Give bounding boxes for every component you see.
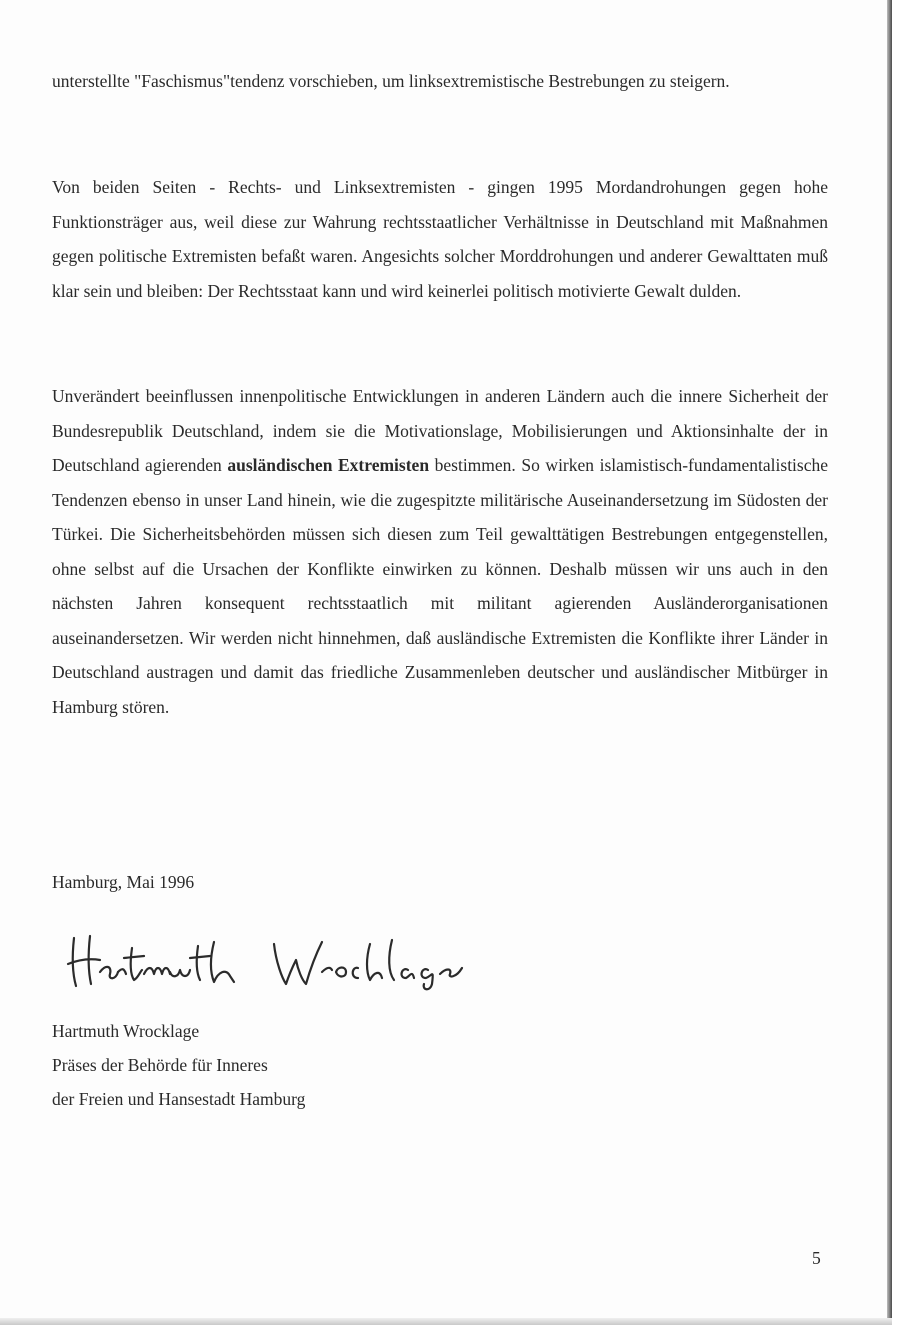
paragraph-threats: Von beiden Seiten - Rechts- und Linksextremisten - gingen 1995 Mordandrohungen gegen hohe Funktionsträger aus, weil diese zur Wahrung rechtsstaatlicher Verhältnisse in Deutschland mit Maßnahmen gegen politische Extremisten befaßt waren. Angesichts solcher Morddrohungen und anderer Gewalttaten muß klar sein und bleiben: Der Rechtsstaat kann und wird keinerlei politisch motivierte Gewalt dulden. <box>52 177 828 301</box>
page-number: 5 <box>812 1248 821 1268</box>
signatory-name: Hartmuth Wrocklage <box>52 1021 200 1041</box>
handwritten-signature <box>60 928 480 999</box>
paragraph-text-after: bestimmen. So wirken islamistisch-fundamentalistische Tendenzen ebenso in unser Land hinein, wie die zugespitzte militärische Auseinandersetzung im Südosten der Türkei. Die Sicherheitsbehörden müssen sich diesen zum Teil gewalttätigen Bestrebungen entgegenstellen, ohne selbst auf die Ursachen der Konflikte einwirken zu können. Deshalb müssen wir uns auch in den nächsten Jahren konsequent rechtsstaatlich mit militant agierenden Ausländerorganisationen auseinandersetzen. Wir werden nicht hinnehmen, daß ausländische Extremisten die Konflikte ihrer Länder in Deutschland austragen und damit das friedliche Zusammenleben deutscher und ausländischer Mitbürger in Hamburg stören. <box>52 455 829 717</box>
signatory-block <box>52 1014 305 1116</box>
signatory-title-line-1: Präses der Behörde für Inneres <box>52 1055 268 1075</box>
paragraph-continuation: unterstellte "Faschismus"tendenz vorschieben, um linksextremistische Bestrebungen zu steigern. <box>52 71 730 91</box>
paragraph-text-before: Unverändert beeinflussen innenpolitische Entwicklungen in anderen Ländern auch die innere Sicherheit der Bundesrepublik Deutschland, indem sie die Motivationslage, Mobilisierungen und Aktionsinhalte der in Deutschland agierenden <box>52 386 828 475</box>
page-edge-shadow <box>887 0 892 1325</box>
page-bottom-edge <box>0 1318 892 1325</box>
dateline: Hamburg, Mai 1996 <box>52 872 195 892</box>
signature-drawing <box>60 928 480 994</box>
bold-term: ausländischen Extremisten <box>227 455 430 475</box>
signatory-title-line-2: der Freien und Hansestadt Hamburg <box>52 1089 306 1109</box>
paragraph-foreign-extremists <box>52 379 828 724</box>
